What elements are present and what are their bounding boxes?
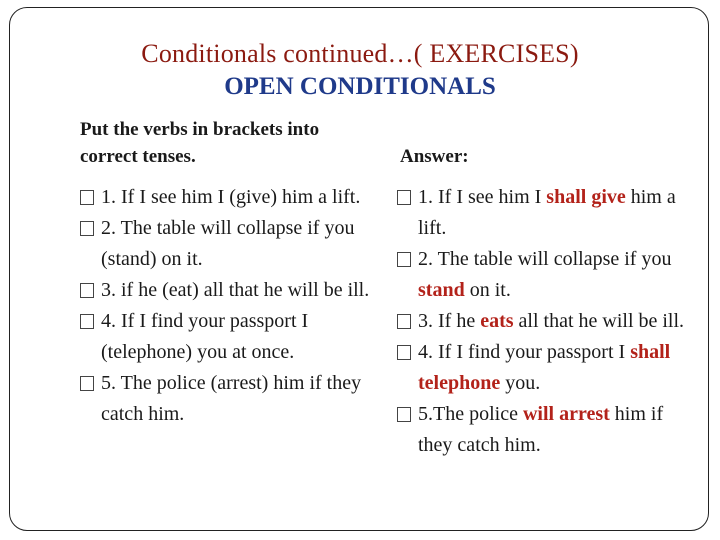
answer-item xyxy=(397,306,697,337)
answer-heading: Answer: xyxy=(400,146,469,167)
square-bullet-icon xyxy=(397,407,411,422)
answer-text-pre: 3. If he xyxy=(418,310,481,332)
answer-text-pre: 1. If I see him I xyxy=(418,186,547,208)
answer-text-pre: 5.The police xyxy=(418,403,523,425)
exercise-text: 4. If I find your passport I (telephone) you at once. xyxy=(101,310,309,363)
square-bullet-icon xyxy=(80,376,94,391)
exercise-item xyxy=(80,368,380,430)
answer-highlight: shall give xyxy=(546,186,626,208)
exercise-text: 3. if he (eat) all that he will be ill. xyxy=(101,279,370,301)
answer-item xyxy=(397,337,697,399)
answer-highlight: will arrest xyxy=(522,403,610,425)
exercise-item xyxy=(80,275,380,306)
exercise-text: 1. If I see him I (give) him a lift. xyxy=(101,186,361,208)
exercise-list xyxy=(80,182,380,430)
answer-text-post: him a lift. xyxy=(418,186,676,239)
answer-item xyxy=(397,399,697,461)
answer-highlight: shall telephone xyxy=(418,341,671,394)
square-bullet-icon xyxy=(397,190,411,205)
exercise-text: 2. The table will collapse if you (stand) on it. xyxy=(101,217,355,270)
square-bullet-icon xyxy=(80,190,94,205)
exercise-item xyxy=(80,306,380,368)
answer-highlight: stand xyxy=(418,279,465,301)
answer-highlight: eats xyxy=(480,310,514,332)
slide-title: Conditionals continued…( EXERCISES) xyxy=(141,39,579,68)
square-bullet-icon xyxy=(397,314,411,329)
answer-item xyxy=(397,182,697,244)
square-bullet-icon xyxy=(397,252,411,267)
square-bullet-icon xyxy=(80,221,94,236)
answer-item xyxy=(397,244,697,306)
slide-subtitle: OPEN CONDITIONALS xyxy=(224,73,496,100)
square-bullet-icon xyxy=(80,283,94,298)
answer-text-post: all that he will be ill. xyxy=(513,310,685,332)
square-bullet-icon xyxy=(80,314,94,329)
instructions-heading: Put the verbs in brackets into correct tenses. xyxy=(80,119,320,167)
exercise-item xyxy=(80,213,380,275)
answer-text-post: you. xyxy=(500,372,541,394)
answer-list xyxy=(397,182,697,461)
answer-text-pre: 2. The table will collapse if you xyxy=(418,248,672,270)
answer-text-post: him if they catch him. xyxy=(418,403,664,456)
square-bullet-icon xyxy=(397,345,411,360)
exercise-item xyxy=(80,182,380,213)
answer-text-post: on it. xyxy=(464,279,511,301)
exercise-text: 5. The police (arrest) him if they catch him. xyxy=(101,372,362,425)
answer-text-pre: 4. If I find your passport I xyxy=(418,341,631,363)
